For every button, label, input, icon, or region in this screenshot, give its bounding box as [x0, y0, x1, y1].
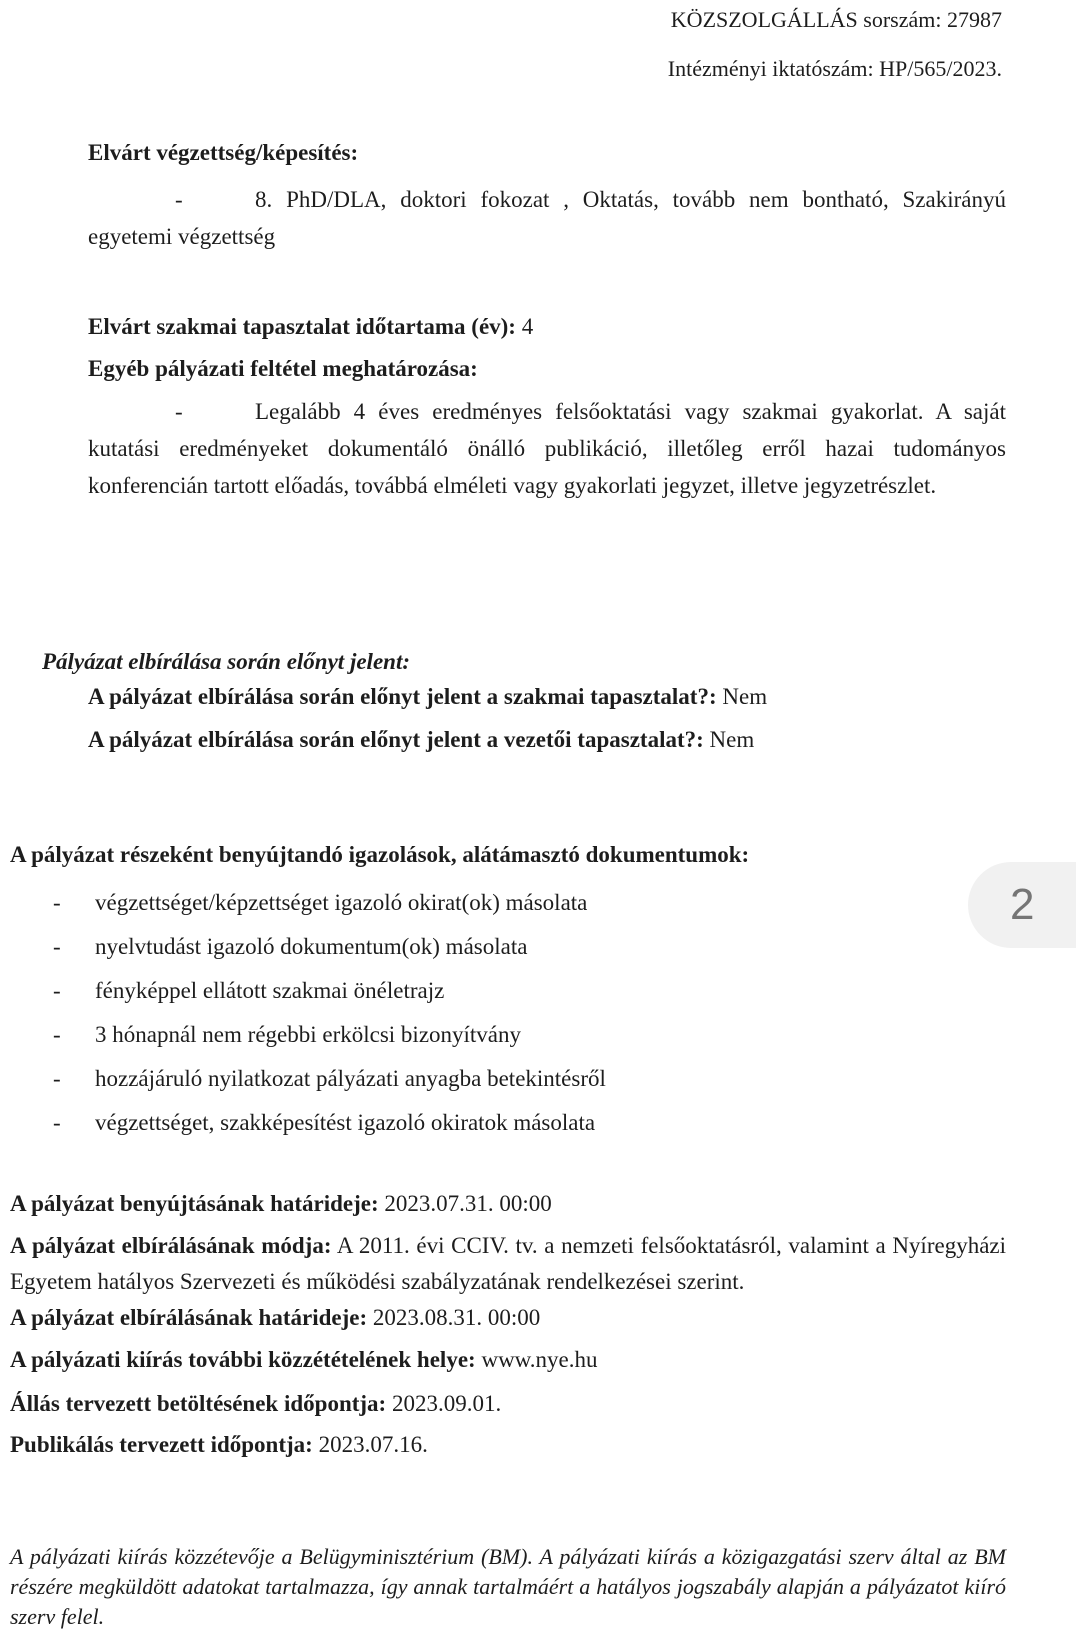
- document-list-item-text: végzettséget, szakképesítést igazoló okiratok másolata: [95, 1110, 596, 1135]
- detail-value: 2023.08.31. 00:00: [372, 1305, 541, 1330]
- qualification-item-text: 8. PhD/DLA, doktori fokozat , Oktatás, tovább nem bontható, Szakirányú egyetemi végzettség: [88, 187, 1006, 249]
- bullet-dash: -: [53, 934, 61, 959]
- detail-label: A pályázat elbírálásának módja:: [10, 1233, 332, 1258]
- bullet-dash: -: [175, 399, 183, 424]
- detail-value-url: www.nye.hu: [481, 1347, 598, 1372]
- advantage-value: Nem: [722, 684, 768, 709]
- bullet-dash: -: [53, 890, 61, 915]
- page-number-badge: [968, 862, 1076, 948]
- advantage-value: Nem: [709, 727, 755, 752]
- advantages-heading: Pályázat elbírálása során előnyt jelent:: [42, 649, 410, 674]
- detail-value: A 2011. évi CCIV. tv. a nemzeti felsőoktatásról, valamint a Nyíregyházi Egyetem hatályos Szervezeti és működési szabályzatának rendelkezései szerint.: [10, 1233, 1006, 1294]
- detail-row-evaluation-method: [10, 1228, 1006, 1300]
- experience-label: Elvárt szakmai tapasztalat időtartama (év):: [88, 314, 516, 339]
- application-details: [10, 1186, 1006, 1463]
- registry-number: Intézményi iktatószám: HP/565/2023.: [667, 56, 1002, 81]
- detail-value: 2023.07.16.: [318, 1432, 428, 1457]
- disclaimer-text: A pályázati kiírás közzétevője a Belügyminisztérium (BM). A pályázati kiírás a közigazgatási szerv által az BM részére megküldött adatokat tartalmazza, így annak tartalmáért a hatályos jogszabály alapján a pályázatot kiíró szerv felel.: [10, 1544, 1006, 1629]
- qualification-item: [88, 181, 1006, 255]
- documents-list: [10, 884, 1006, 1148]
- detail-label: Publikálás tervezett időpontja:: [10, 1432, 313, 1457]
- document-list-item-text: nyelvtudást igazoló dokumentum(ok) másolata: [95, 934, 528, 959]
- other-conditions-item-text: Legalább 4 éves eredményes felsőoktatási vagy szakmai gyakorlat. A saját kutatási eredményeket dokumentáló önálló publikáció, illetőleg erről hazai tudományos konferencián tartott előadás, továbbá elméleti vagy gyakorlati jegyzet, illetve jegyzetrészlet.: [88, 399, 1006, 498]
- advantage-row: [88, 721, 1036, 758]
- advantage-label: A pályázat elbírálása során előnyt jelent a szakmai tapasztalat?:: [88, 684, 717, 709]
- bullet-dash: -: [53, 1110, 61, 1135]
- bullet-dash: -: [53, 1022, 61, 1047]
- detail-row-submission-deadline: [10, 1186, 1006, 1222]
- detail-label: A pályázat benyújtásának határideje:: [10, 1191, 379, 1216]
- experience-row: [88, 308, 533, 345]
- detail-value: 2023.09.01.: [391, 1391, 502, 1416]
- page-number: 2: [1010, 880, 1035, 929]
- serial-number: KÖZSZOLGÁLLÁS sorszám: 27987: [670, 7, 1002, 32]
- document-list-item-text: 3 hónapnál nem régebbi erkölcsi bizonyítvány: [95, 1022, 522, 1047]
- document-list-item-text: fényképpel ellátott szakmai önéletrajz: [95, 978, 445, 1003]
- other-conditions-heading: Egyéb pályázati feltétel meghatározása:: [88, 356, 478, 381]
- document-list-item: [10, 884, 1006, 921]
- bullet-dash: -: [53, 978, 61, 1003]
- detail-value: 2023.07.31. 00:00: [384, 1191, 552, 1216]
- document-header: [668, 6, 1002, 82]
- bullet-dash: -: [53, 1066, 61, 1091]
- document-list-item: [10, 1016, 1006, 1053]
- detail-row-planned-publication-date: [10, 1427, 1006, 1463]
- documents-heading: A pályázat részeként benyújtandó igazolások, alátámasztó dokumentumok:: [10, 842, 750, 867]
- detail-label: A pályázati kiírás további közzétételének helye:: [10, 1347, 476, 1372]
- document-list-item-text: hozzájáruló nyilatkozat pályázati anyagba betekintésről: [95, 1066, 606, 1091]
- detail-row-evaluation-deadline: [10, 1300, 1006, 1336]
- qualification-heading: Elvárt végzettség/képesítés:: [88, 140, 359, 165]
- document-list-item: [10, 928, 1006, 965]
- detail-label: A pályázat elbírálásának határideje:: [10, 1305, 368, 1330]
- document-list-item: [10, 972, 1006, 1009]
- advantage-row: [88, 678, 1036, 715]
- document-list-item: [10, 1060, 1006, 1097]
- detail-row-position-start-date: [10, 1386, 1006, 1422]
- document-list-item: [10, 1104, 1006, 1141]
- other-conditions-item: [88, 393, 1006, 504]
- document-list-item-text: végzettséget/képzettséget igazoló okirat(ok) másolata: [95, 890, 588, 915]
- advantage-label: A pályázat elbírálása során előnyt jelent a vezetői tapasztalat?:: [88, 727, 704, 752]
- detail-label: Állás tervezett betöltésének időpontja:: [10, 1391, 387, 1416]
- experience-value: 4: [521, 314, 534, 339]
- bullet-dash: -: [175, 187, 183, 212]
- detail-row-publication-place: [10, 1342, 1006, 1378]
